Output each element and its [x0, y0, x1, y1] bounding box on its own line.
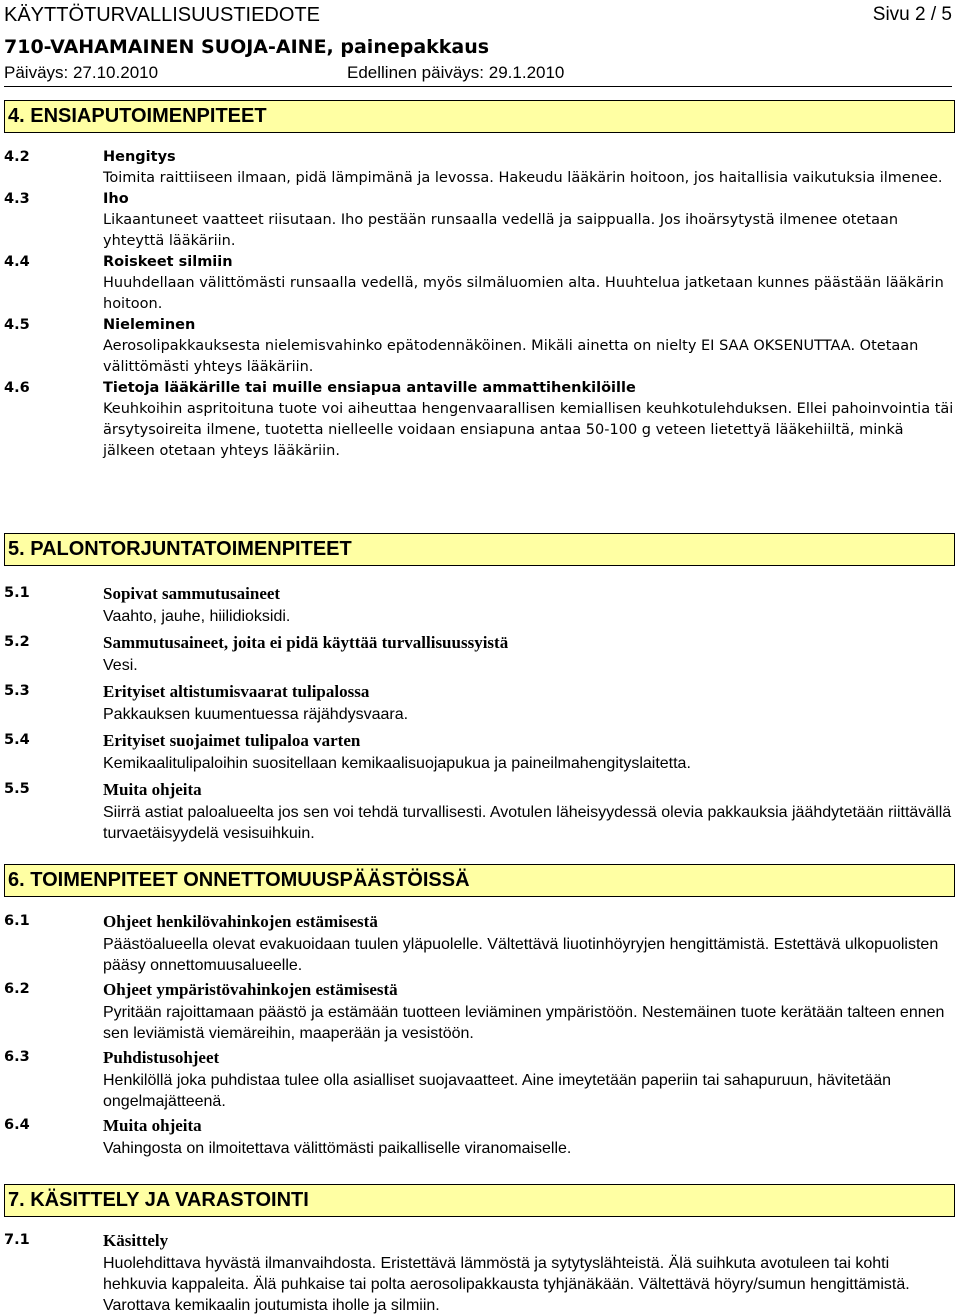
- product-name: 710-VAHAMAINEN SUOJA-AINE, painepakkaus: [4, 36, 490, 58]
- item-title: Erityiset suojaimet tulipaloa varten: [103, 731, 361, 750]
- item-title: Iho: [103, 191, 129, 207]
- item-4-4: [4, 252, 955, 315]
- page-number: Sivu 2 / 5: [872, 4, 952, 25]
- item-number: 5.2: [4, 634, 30, 650]
- previous-date: Edellinen päiväys: 29.1.2010: [347, 63, 565, 82]
- header-divider: [4, 86, 952, 87]
- item-text: Likaantuneet vaatteet riisutaan. Iho pestään runsaalla vedellä ja saippualla. Jos ihoärsytystä ilmenee otetaan yhteyttä lääkäriin.: [103, 212, 899, 249]
- item-4-3: [4, 189, 955, 252]
- item-number: 4.6: [4, 380, 30, 396]
- item-4-5: [4, 315, 955, 378]
- item-title: Sammutusaineet, joita ei pidä käyttää turvallisuussyistä: [103, 633, 509, 652]
- item-7-1: [4, 1230, 955, 1316]
- item-number: 4.2: [4, 149, 30, 165]
- item-title: Puhdistusohjeet: [103, 1048, 220, 1067]
- item-title: Sopivat sammutusaineet: [103, 584, 281, 603]
- section-first-aid: [4, 100, 955, 462]
- item-text: Siirrä astiat paloalueelta jos sen voi tehdä turvallisesti. Avotulen läheisyydessä olevia pakkauksia jäähdytetään riittävällä turvaetäisyydelä vesisuihkuin.: [103, 804, 952, 842]
- item-number: 5.5: [4, 781, 30, 797]
- item-text: Vaahto, jauhe, hiilidioksidi.: [103, 608, 291, 625]
- item-number: 5.1: [4, 585, 30, 601]
- item-text: Vesi.: [103, 657, 138, 674]
- section-fire-fighting: [4, 533, 955, 844]
- item-5-3: [4, 681, 955, 725]
- item-6-4: [4, 1115, 955, 1159]
- item-number: 7.1: [4, 1232, 30, 1248]
- item-title: Nieleminen: [103, 317, 196, 333]
- section-heading: 6. TOIMENPITEET ONNETTOMUUSPÄÄSTÖISSÄ: [4, 864, 955, 897]
- item-5-1: [4, 583, 955, 627]
- item-number: 4.5: [4, 317, 30, 333]
- section-heading: 7. KÄSITTELY JA VARASTOINTI: [4, 1184, 955, 1217]
- item-title: Roiskeet silmiin: [103, 254, 233, 270]
- item-text: Pyritään rajoittamaan päästö ja estämään tuotteen leviäminen ympäristöön. Nestemäinen tuote kerätään talteen ennen sen leviämistä viemäreihin, maaperään ja vesistöön.: [103, 1004, 945, 1042]
- item-text: Huuhdellaan välittömästi runsaalla vedellä, myös silmäluomien alta. Huuhtelua jatketaan kunnes päästään lääkärin hoitoon.: [103, 275, 944, 312]
- section-handling-storage: [4, 1184, 955, 1316]
- item-4-2: [4, 147, 955, 189]
- item-number: 4.4: [4, 254, 30, 270]
- item-text: Keuhkoihin aspritoituna tuote voi aiheuttaa hengenvaarallisen kemiallisen keuhkotulehduksen. Ellei pahoinvointia täi ärsytysoireita ilmene, tuotetta nielleelle voidaan ensiapuna antaa 50-100 g veteen lietettyä lääkehiiltä, minkä jälkeen otetaan yhteys lääkäriin.: [103, 401, 954, 459]
- item-text: Päästöalueella olevat evakuoidaan tuulen yläpuolelle. Vältettävä liuotinhöyryjen hengittämistä. Estettävä ulkopuolisten pääsy onnettomuusalueelle.: [103, 936, 939, 974]
- item-text: Pakkauksen kuumentuessa räjähdysvaara.: [103, 706, 409, 723]
- item-title: Muita ohjeita: [103, 780, 202, 799]
- section-heading: 4. ENSIAPUTOIMENPITEET: [4, 100, 955, 133]
- item-number: 6.1: [4, 913, 30, 929]
- item-text: Henkilöllä joka puhdistaa tulee olla asialliset suojavaatteet. Aine imeytetään paperiin tai sahapuruun, hävitetään ongelmajätteenä.: [103, 1072, 892, 1110]
- item-number: 5.4: [4, 732, 30, 748]
- section-heading: 5. PALONTORJUNTATOIMENPITEET: [4, 533, 955, 566]
- item-5-5: [4, 779, 955, 844]
- item-4-6: [4, 378, 955, 462]
- item-number: 6.3: [4, 1049, 30, 1065]
- section-accidental-release: [4, 864, 955, 1159]
- item-text: Aerosolipakkauksesta nielemisvahinko epätodennäköinen. Mikäli ainetta on nielty EI SAA OKSENUTTAA. Otetaan välittömästi yhteys lääkäriin.: [103, 338, 919, 375]
- item-text: Toimita raittiiseen ilmaan, pidä lämpimänä ja levossa. Hakeudu lääkärin hoitoon, jos haitallisia vaikutuksia ilmenee.: [103, 170, 943, 186]
- item-title: Ohjeet henkilövahinkojen estämisestä: [103, 912, 378, 931]
- item-title: Tietoja lääkärille tai muille ensiapua antaville ammattihenkilöille: [103, 380, 636, 396]
- issue-date: Päiväys: 27.10.2010: [4, 63, 159, 82]
- item-6-2: [4, 979, 955, 1044]
- item-5-4: [4, 730, 955, 774]
- item-5-2: [4, 632, 955, 676]
- item-6-3: [4, 1047, 955, 1112]
- item-number: 6.2: [4, 981, 30, 997]
- item-6-1: [4, 911, 955, 976]
- item-title: Hengitys: [103, 149, 176, 165]
- item-title: Erityiset altistumisvaarat tulipalossa: [103, 682, 370, 701]
- item-title: Muita ohjeita: [103, 1116, 202, 1135]
- item-number: 6.4: [4, 1117, 30, 1133]
- item-text: Huolehdittava hyvästä ilmanvaihdosta. Eristettävä lämmöstä ja sytytyslähteistä. Älä suihkuta avotuleen tai kohti hehkuvia kappaleita. Älä puhkaise tai polta aerosolipakkausta tyhjänäkään. Vältettävä höyry/sumun hengittämistä. Varottava kemikaalin joutumista iholle ja silmiin.: [103, 1255, 910, 1314]
- item-text: Vahingosta on ilmoitettava välittömästi paikalliselle viranomaiselle.: [103, 1140, 572, 1157]
- document-title: KÄYTTÖTURVALLISUUSTIEDOTE: [4, 4, 320, 26]
- item-title: Ohjeet ympäristövahinkojen estämisestä: [103, 980, 398, 999]
- item-title: Käsittely: [103, 1231, 169, 1250]
- item-text: Kemikaalitulipaloihin suositellaan kemikaalisuojapukua ja paineilmahengityslaitetta.: [103, 755, 691, 772]
- item-number: 5.3: [4, 683, 30, 699]
- item-number: 4.3: [4, 191, 30, 207]
